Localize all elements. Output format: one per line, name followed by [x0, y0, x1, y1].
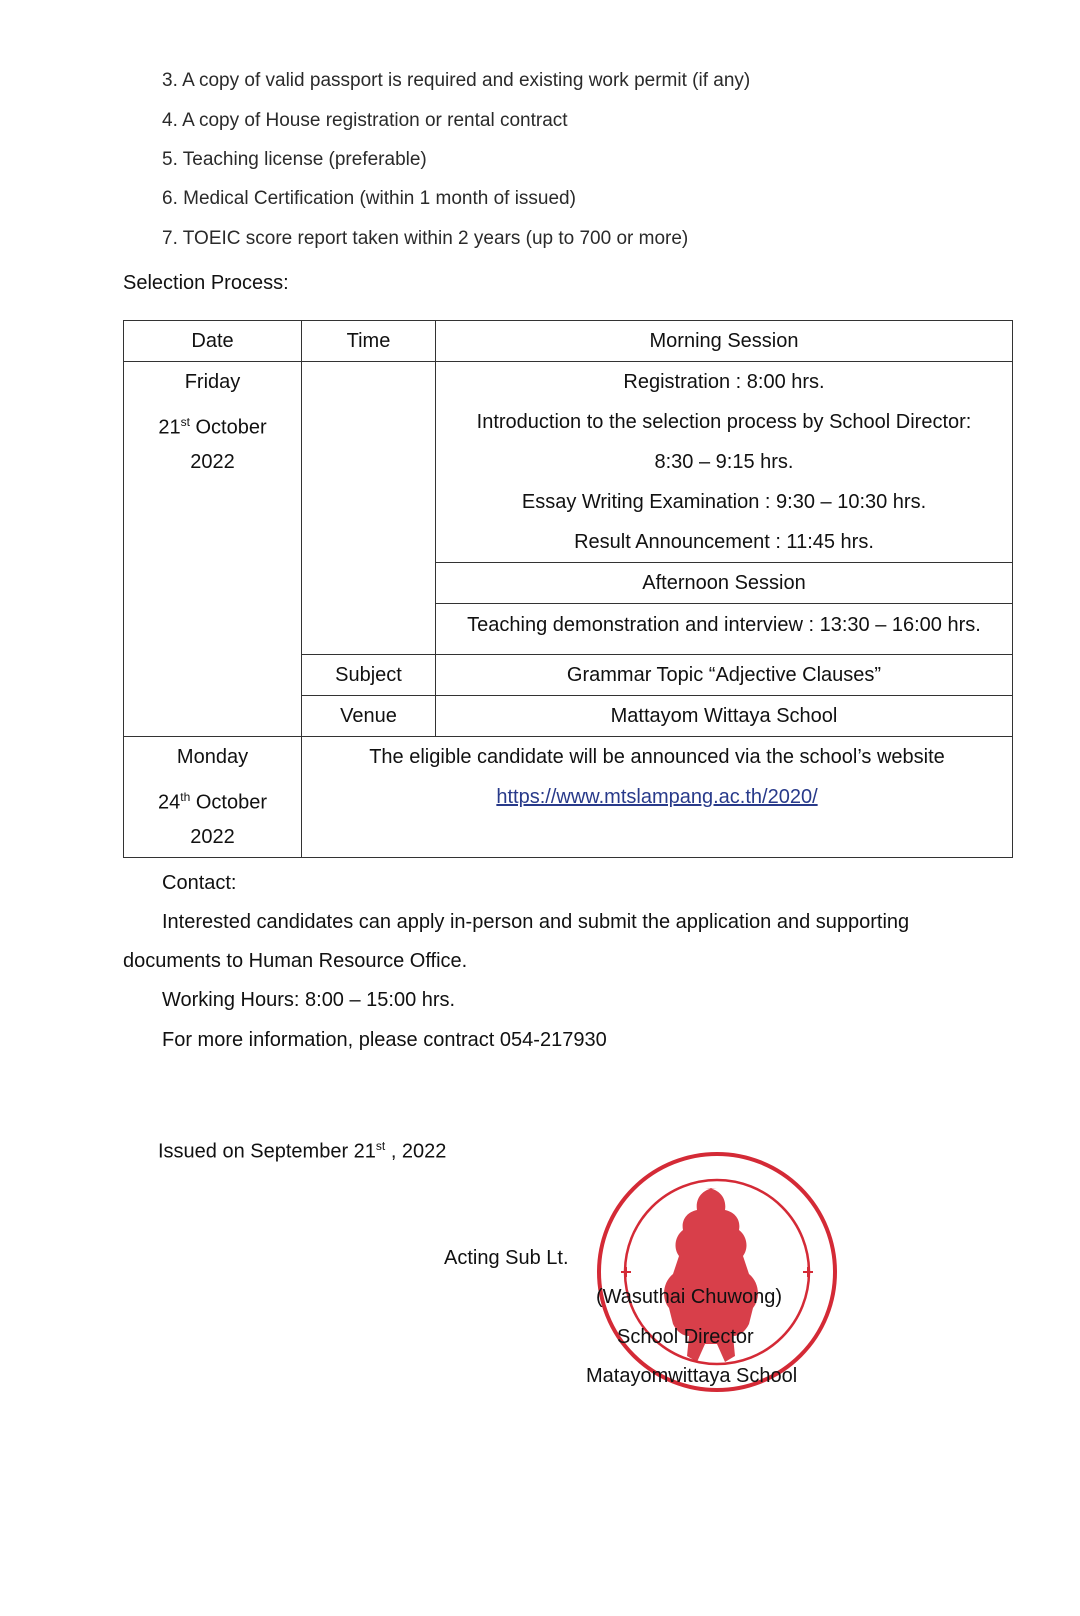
date-month: 21st October	[158, 415, 267, 439]
morning-session-cell	[436, 362, 1013, 563]
date-year: 2022	[190, 451, 235, 473]
subject-label: Subject	[302, 655, 436, 696]
subject-value: Grammar Topic “Adjective Clauses”	[436, 655, 1013, 696]
requirement-item: 4. A copy of House registration or rental contract	[162, 110, 568, 131]
school-website-link[interactable]: https://www.mtslampang.ac.th/2020/	[496, 786, 818, 808]
table-header-row	[124, 321, 1013, 362]
school-seal-icon	[593, 1148, 841, 1396]
result-line: Result Announcement : 11:45 hrs.	[574, 531, 874, 553]
requirement-item: 6. Medical Certification (within 1 month of issued)	[162, 188, 576, 209]
registration-line: Registration : 8:00 hrs.	[623, 371, 825, 393]
announcement-text: The eligible candidate will be announced via the school’s website	[369, 746, 945, 768]
date-month: 24th October	[158, 790, 267, 814]
requirement-item: 5. Teaching license (preferable)	[162, 149, 427, 170]
header-date: Date	[124, 321, 302, 362]
intro-line: Introduction to the selection process by School Director:	[476, 411, 972, 433]
signer-title: School Director	[617, 1326, 754, 1348]
working-hours: Working Hours: 8:00 – 15:00 hrs.	[162, 989, 456, 1011]
essay-line: Essay Writing Examination : 9:30 – 10:30 hrs.	[521, 491, 927, 513]
header-morning: Morning Session	[436, 321, 1013, 362]
signer-rank: Acting Sub Lt.	[444, 1247, 569, 1269]
date-day: Friday	[184, 371, 241, 393]
contact-line1: Interested candidates can apply in-person and submit the application and supporting	[162, 911, 910, 933]
date-cell-friday	[124, 362, 302, 737]
date-day: Monday	[176, 746, 249, 768]
afternoon-header: Afternoon Session	[436, 563, 1013, 604]
venue-value: Mattayom Wittaya School	[436, 696, 1013, 737]
contact-line2: documents to Human Resource Office.	[123, 950, 468, 972]
signer-school: Matayomwittaya School	[586, 1365, 798, 1387]
selection-heading: Selection Process:	[123, 272, 289, 294]
contact-phone: For more information, please contract 054-217930	[162, 1029, 607, 1051]
requirement-item: 7. TOEIC score report taken within 2 years (up to 700 or more)	[162, 228, 689, 249]
time-cell	[302, 362, 436, 655]
requirement-item: 3. A copy of valid passport is required and existing work permit (if any)	[162, 70, 751, 91]
date-cell-monday	[124, 737, 302, 858]
intro-time-line: 8:30 – 9:15 hrs.	[654, 451, 794, 473]
announcement-cell	[302, 737, 1013, 858]
afternoon-cell: Teaching demonstration and interview : 13:30 – 16:00 hrs.	[436, 604, 1013, 655]
venue-label: Venue	[302, 696, 436, 737]
contact-title: Contact:	[162, 872, 237, 894]
signer-name: (Wasuthai Chuwong)	[596, 1286, 783, 1308]
date-year: 2022	[190, 826, 235, 848]
schedule-table	[123, 320, 1013, 858]
issued-date: Issued on September 21st , 2022	[158, 1139, 447, 1163]
header-time: Time	[302, 321, 436, 362]
